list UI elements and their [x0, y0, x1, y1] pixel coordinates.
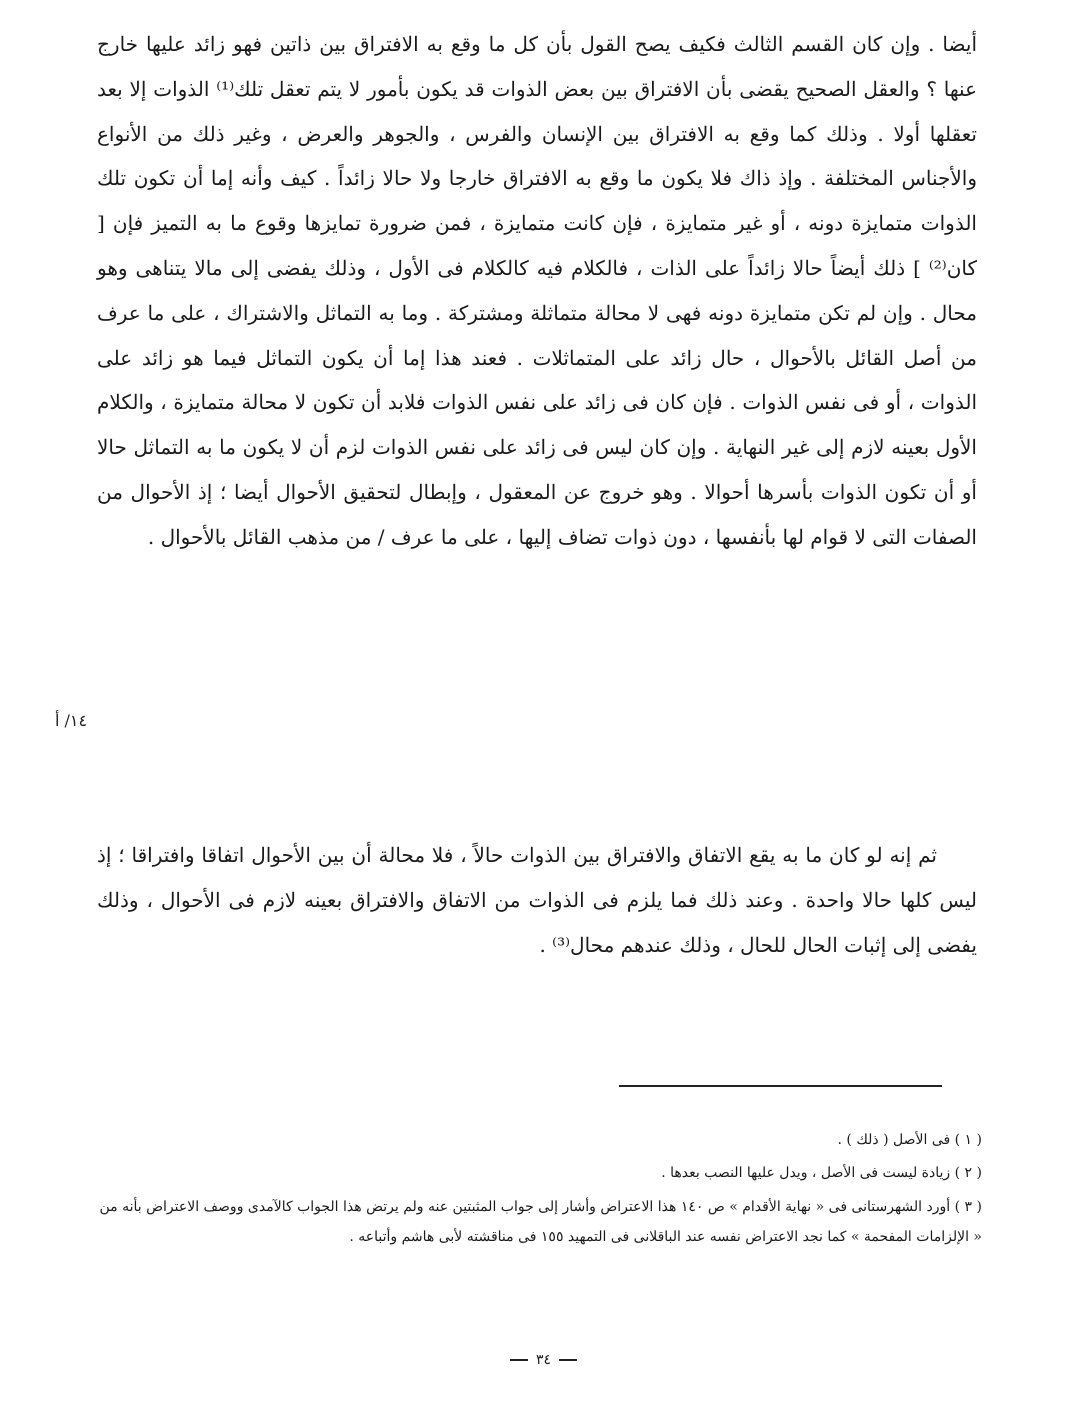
page-number-text: ٣٤ — [535, 1352, 552, 1368]
main-paragraph — [97, 22, 977, 560]
page-number-dash-left — [559, 1359, 577, 1361]
margin-folio-note: ١٤/ أ — [55, 711, 88, 730]
footnote-3: ( ٣ ) أورد الشهرستانى فى « نهاية الأقدام » ص ١٤٠ هذا الاعتراض وأشار إلى جواب المثبتين عنه ولم يرتض هذا الجواب كالآمدى ووصف الاعتراض بأنه من « الإلزامات المفحمة » كما نجد الاعتراض نفسه عند الباقلانى فى التمهيد ١٥٥ فى مناقشته لأبى هاشم وأتباعه . — [99, 1199, 982, 1245]
second-paragraph-text: ثم إنه لو كان ما به يقع الاتفاق والافتراق بين الذوات حالاً ، فلا محالة أن بين الأحوال اتفاقا وافتراقا ؛ إذ ليس كلها حالا واحدة . وعند ذلك فما يلزم فى الذوات من الاتفاق والافتراق بعينه لازم فى الأحوال ، وذلك يفضى إلى إثبات الحال للحال ، وذلك عندهم محال⁽³⁾ . — [97, 843, 977, 957]
page-number-dash-right — [510, 1359, 528, 1361]
page-number — [0, 1352, 1087, 1368]
footnotes — [92, 1126, 982, 1256]
footnote-1: ( ١ ) فى الأصل ( ذلك ) . — [837, 1132, 982, 1148]
footnote-separator — [619, 1085, 942, 1087]
main-paragraph-text: أيضا . وإن كان القسم الثالث فكيف يصح القول بأن كل ما وقع به الافتراق بين ذاتين فهو زائد عليها خارج عنها ؟ والعقل الصحيح يقضى بأن الافتراق بين بعض الذوات قد يكون بأمور لا يتم تعقل تلك⁽¹⁾ الذوات إلا بعد تعقلها أولا . وذلك كما وقع به الافتراق بين الإنسان والفرس ، والجوهر والعرض ، وغير ذلك من الأنواع والأجناس المختلفة . وإذ ذاك فلا يكون ما وقع به الافتراق خارجا ولا حالا زائداً . كيف وأنه إما أن تكون تلك الذوات متمايزة دونه ، أو غير متمايزة ، فإن كانت متمايزة ، فمن ضرورة تمايزها وقوع ما به التميز فإن [ كان⁽²⁾ ] ذلك أيضاً حالا زائداً على الذات ، فالكلام فيه كالكلام فى الأول ، وذلك يفضى إلى مالا يتناهى وهو محال . وإن لم تكن متمايزة دونه فهى لا محالة متماثلة ومشتركة . وما به التماثل والاشتراك ، على ما عرف من أصل القائل بالأحوال ، حال زائد على المتماثلات . فعند هذا إما أن يكون التماثل فيما هو زائد على الذوات ، أو فى نفس الذوات . فإن كان فى زائد على نفس الذوات فلابد أن تكون لا محالة متمايزة ، والكلام الأول بعينه لازم إلى غير النهاية . وإن كان ليس فى زائد على نفس الذوات لزم أن لا يكون ما به التماثل حالا أو أن تكون الذوات بأسرها أحوالا . وهو خروج عن المعقول ، وإبطال لتحقيق الأحوال أيضا ؛ إذ الأحوال من الصفات التى لا قوام لها بأنفسها ، دون ذوات تضاف إليها ، على ما عرف / من مذهب القائل بالأحوال . — [97, 32, 978, 549]
second-paragraph — [97, 833, 977, 967]
footnote-2: ( ٢ ) زيادة ليست فى الأصل ، ويدل عليها النصب بعدها . — [661, 1165, 982, 1181]
